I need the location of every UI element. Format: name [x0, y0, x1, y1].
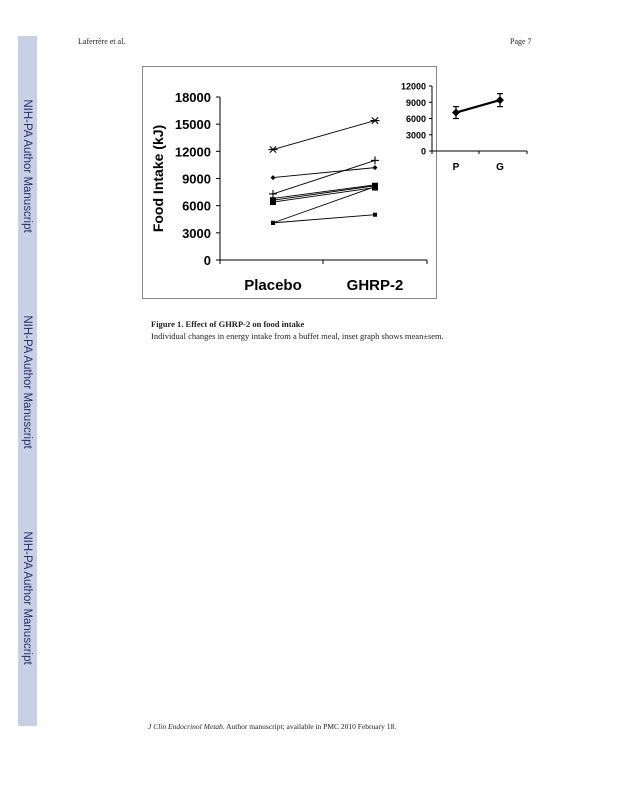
y-tick-label: 0: [203, 253, 211, 268]
data-point: [271, 221, 275, 225]
figure-caption-text: Individual changes in energy intake from a buffet meal, inset graph shows mean±sem.: [151, 331, 444, 341]
y-tick-label: 12000: [174, 144, 211, 160]
data-point: [271, 175, 276, 180]
square-shape: [373, 185, 377, 189]
inset-y-tick-label: 3000: [405, 130, 426, 141]
data-point: [373, 213, 377, 217]
inset-data-point: [452, 109, 460, 117]
page-footer: [148, 722, 396, 731]
data-point: [373, 165, 378, 170]
inset-series-line: [456, 100, 500, 112]
data-point: [269, 190, 277, 198]
inset-y-tick-label: 12000: [400, 81, 426, 92]
series-line: [273, 121, 375, 150]
inset-y-tick-label: 0: [420, 146, 426, 157]
diamond-shape: [271, 175, 276, 180]
data-point: [270, 199, 276, 205]
page-number: Page 7: [510, 37, 532, 46]
diamond-shape: [373, 165, 378, 170]
series-line: [273, 186, 375, 200]
journal-name: J Clin Endocrinol Metab: [148, 722, 223, 731]
y-tick-label: 3000: [182, 225, 211, 241]
figure-caption-title: Figure 1. Effect of GHRP-2 on food intake: [151, 319, 305, 329]
series-line: [273, 215, 375, 223]
inset-x-tick-label: G: [496, 162, 504, 173]
series-line: [273, 168, 375, 178]
y-tick-label: 18000: [174, 90, 211, 105]
inset-y-tick-label: 6000: [405, 114, 426, 124]
series-line: [273, 188, 375, 202]
food-intake-chart: [142, 66, 504, 299]
series-line: [273, 160, 375, 194]
square-shape: [373, 213, 377, 217]
inset-x-tick-label: P: [452, 162, 460, 173]
y-tick-label: 6000: [182, 198, 211, 214]
y-axis-label: Food Intake (kJ): [150, 124, 166, 233]
footer-text: . Author manuscript; available in PMC 2010 February 18.: [222, 722, 397, 731]
data-point: [373, 185, 377, 189]
square-shape: [270, 199, 276, 205]
data-point: [269, 146, 278, 152]
square-shape: [271, 221, 275, 225]
data-point: [371, 156, 379, 164]
y-tick-label: 15000: [174, 117, 211, 133]
x-tick-label: Placebo: [244, 277, 302, 294]
inset-data-point: [496, 96, 504, 104]
author-header: Laferrère et al.: [78, 37, 126, 46]
inset-y-tick-label: 9000: [405, 97, 426, 108]
y-tick-label: 9000: [182, 171, 211, 187]
x-tick-label: GHRP-2: [346, 277, 404, 294]
data-point: [371, 117, 380, 123]
